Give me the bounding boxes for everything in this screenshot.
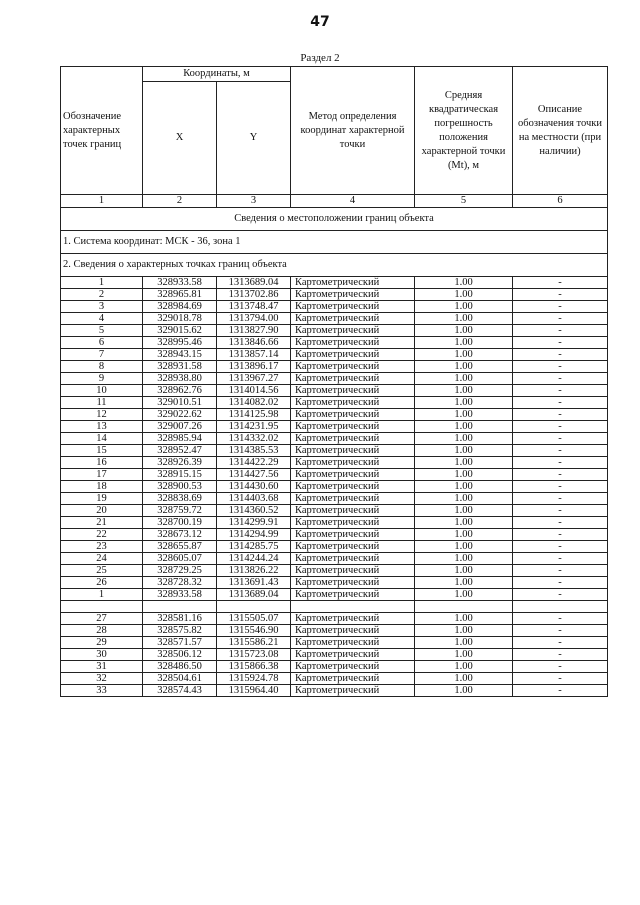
table-row: [61, 673, 608, 685]
x-coordinate-cell: 329007.26: [143, 421, 217, 433]
description-cell: -: [513, 613, 608, 625]
column-number: 2: [143, 195, 217, 208]
method-cell: Картометрический: [291, 325, 415, 337]
table-row: [61, 529, 608, 541]
point-number-cell: 12: [61, 409, 143, 421]
mt-error-cell: 1.00: [415, 421, 513, 433]
method-cell: Картометрический: [291, 649, 415, 661]
y-coordinate-cell: 1314332.02: [217, 433, 291, 445]
description-cell: -: [513, 589, 608, 601]
mt-error-cell: 1.00: [415, 613, 513, 625]
x-coordinate-cell: 329022.62: [143, 409, 217, 421]
description-cell: -: [513, 361, 608, 373]
point-number-cell: 27: [61, 613, 143, 625]
mt-error-cell: 1.00: [415, 325, 513, 337]
method-cell: [291, 601, 415, 613]
table-row: [61, 325, 608, 337]
y-coordinate-cell: 1314125.98: [217, 409, 291, 421]
x-coordinate-cell: 328938.80: [143, 373, 217, 385]
point-number-cell: 2: [61, 289, 143, 301]
description-cell: -: [513, 289, 608, 301]
mt-error-cell: 1.00: [415, 337, 513, 349]
point-number-cell: 24: [61, 553, 143, 565]
y-coordinate-cell: 1314231.95: [217, 421, 291, 433]
header-description: Описание обозначения точки на местности (при наличии): [513, 67, 608, 195]
mt-error-cell: 1.00: [415, 673, 513, 685]
table-row: [61, 481, 608, 493]
table-row: [61, 397, 608, 409]
description-cell: -: [513, 325, 608, 337]
column-number: 6: [513, 195, 608, 208]
mt-error-cell: 1.00: [415, 373, 513, 385]
method-cell: Картометрический: [291, 661, 415, 673]
y-coordinate-cell: 1313967.27: [217, 373, 291, 385]
method-cell: Картометрический: [291, 385, 415, 397]
mt-error-cell: 1.00: [415, 289, 513, 301]
point-number-cell: 33: [61, 685, 143, 697]
table-row: [61, 457, 608, 469]
description-cell: -: [513, 529, 608, 541]
table-row: [61, 493, 608, 505]
point-number-cell: 13: [61, 421, 143, 433]
page-number: 47: [310, 14, 330, 30]
mt-error-cell: 1.00: [415, 541, 513, 553]
point-number-cell: 23: [61, 541, 143, 553]
point-number-cell: 6: [61, 337, 143, 349]
x-coordinate-cell: 328915.15: [143, 469, 217, 481]
x-coordinate-cell: 328655.87: [143, 541, 217, 553]
description-cell: -: [513, 517, 608, 529]
x-coordinate-cell: 328995.46: [143, 337, 217, 349]
description-cell: -: [513, 277, 608, 289]
description-cell: -: [513, 661, 608, 673]
y-coordinate-cell: 1314244.24: [217, 553, 291, 565]
point-number-cell: [61, 601, 143, 613]
method-cell: Картометрический: [291, 289, 415, 301]
boundary-points-table: [60, 66, 608, 697]
point-number-cell: 21: [61, 517, 143, 529]
point-number-cell: 8: [61, 361, 143, 373]
x-coordinate-cell: 328728.32: [143, 577, 217, 589]
table-row: [61, 373, 608, 385]
table-row: [61, 625, 608, 637]
mt-error-cell: 1.00: [415, 517, 513, 529]
mt-error-cell: 1.00: [415, 661, 513, 673]
method-cell: Картометрический: [291, 313, 415, 325]
description-cell: -: [513, 337, 608, 349]
description-cell: [513, 601, 608, 613]
x-coordinate-cell: 328729.25: [143, 565, 217, 577]
method-cell: Картометрический: [291, 445, 415, 457]
description-cell: -: [513, 493, 608, 505]
y-coordinate-cell: 1315546.90: [217, 625, 291, 637]
table-row: [61, 289, 608, 301]
point-number-cell: 26: [61, 577, 143, 589]
table-row: [61, 433, 608, 445]
x-coordinate-cell: 329018.78: [143, 313, 217, 325]
column-number: 5: [415, 195, 513, 208]
description-cell: -: [513, 445, 608, 457]
mt-error-cell: 1.00: [415, 457, 513, 469]
description-cell: -: [513, 577, 608, 589]
description-cell: -: [513, 505, 608, 517]
x-coordinate-cell: 328700.19: [143, 517, 217, 529]
y-coordinate-cell: 1314299.91: [217, 517, 291, 529]
mt-error-cell: 1.00: [415, 349, 513, 361]
point-number-cell: 18: [61, 481, 143, 493]
table-row: [61, 409, 608, 421]
x-coordinate-cell: 328504.61: [143, 673, 217, 685]
method-cell: Картометрический: [291, 625, 415, 637]
table-row: [61, 349, 608, 361]
header-method: Метод определения координат характерной точки: [291, 67, 415, 195]
point-number-cell: 28: [61, 625, 143, 637]
x-coordinate-cell: 328581.16: [143, 613, 217, 625]
column-number: 4: [291, 195, 415, 208]
x-coordinate-cell: 328933.58: [143, 589, 217, 601]
mt-error-cell: 1.00: [415, 385, 513, 397]
y-coordinate-cell: 1313702.86: [217, 289, 291, 301]
table-row: [61, 613, 608, 625]
y-coordinate-cell: 1313689.04: [217, 589, 291, 601]
point-number-cell: 9: [61, 373, 143, 385]
x-coordinate-cell: 328574.43: [143, 685, 217, 697]
header-x: X: [143, 82, 217, 195]
point-number-cell: 17: [61, 469, 143, 481]
description-cell: -: [513, 397, 608, 409]
y-coordinate-cell: 1314082.02: [217, 397, 291, 409]
point-number-cell: 1: [61, 589, 143, 601]
points-body: [61, 277, 608, 697]
point-number-cell: 22: [61, 529, 143, 541]
table-row: [61, 553, 608, 565]
method-cell: Картометрический: [291, 457, 415, 469]
mt-error-cell: 1.00: [415, 409, 513, 421]
column-number: 1: [61, 195, 143, 208]
mt-error-cell: 1.00: [415, 553, 513, 565]
mt-error-cell: [415, 601, 513, 613]
table-row: [61, 313, 608, 325]
y-coordinate-cell: 1313896.17: [217, 361, 291, 373]
x-coordinate-cell: 328931.58: [143, 361, 217, 373]
point-number-cell: 31: [61, 661, 143, 673]
method-cell: Картометрический: [291, 421, 415, 433]
table-row: [61, 577, 608, 589]
table-row: [61, 337, 608, 349]
mt-error-cell: 1.00: [415, 469, 513, 481]
method-cell: Картометрический: [291, 673, 415, 685]
method-cell: Картометрический: [291, 373, 415, 385]
x-coordinate-cell: 328985.94: [143, 433, 217, 445]
mt-error-cell: 1.00: [415, 529, 513, 541]
description-cell: -: [513, 673, 608, 685]
method-cell: Картометрический: [291, 301, 415, 313]
y-coordinate-cell: 1314014.56: [217, 385, 291, 397]
point-number-cell: 15: [61, 445, 143, 457]
point-number-cell: 20: [61, 505, 143, 517]
x-coordinate-cell: 329015.62: [143, 325, 217, 337]
method-cell: Картометрический: [291, 337, 415, 349]
y-coordinate-cell: 1314360.52: [217, 505, 291, 517]
header-coordinates: Координаты, м: [143, 67, 291, 82]
mt-error-cell: 1.00: [415, 649, 513, 661]
method-cell: Картометрический: [291, 577, 415, 589]
method-cell: Картометрический: [291, 553, 415, 565]
y-coordinate-cell: 1313748.47: [217, 301, 291, 313]
method-cell: Картометрический: [291, 481, 415, 493]
mt-error-cell: 1.00: [415, 361, 513, 373]
description-cell: -: [513, 637, 608, 649]
table-row: [61, 277, 608, 289]
mt-error-cell: 1.00: [415, 637, 513, 649]
table-row: [61, 445, 608, 457]
description-cell: -: [513, 649, 608, 661]
mt-error-cell: 1.00: [415, 397, 513, 409]
point-number-cell: 30: [61, 649, 143, 661]
point-number-cell: 10: [61, 385, 143, 397]
method-cell: Картометрический: [291, 433, 415, 445]
description-cell: -: [513, 409, 608, 421]
mt-error-cell: 1.00: [415, 445, 513, 457]
x-coordinate-cell: 328673.12: [143, 529, 217, 541]
section-label: Раздел 2: [300, 52, 340, 64]
method-cell: Картометрический: [291, 685, 415, 697]
x-coordinate-cell: 328952.47: [143, 445, 217, 457]
mt-error-cell: 1.00: [415, 313, 513, 325]
mt-error-cell: 1.00: [415, 625, 513, 637]
x-coordinate-cell: 329010.51: [143, 397, 217, 409]
header-designation: Обозначение характерных точек границ: [61, 67, 143, 195]
table-row: [61, 469, 608, 481]
point-number-cell: 4: [61, 313, 143, 325]
description-cell: -: [513, 481, 608, 493]
description-cell: -: [513, 457, 608, 469]
mt-error-cell: 1.00: [415, 481, 513, 493]
method-cell: Картометрический: [291, 565, 415, 577]
y-coordinate-cell: [217, 601, 291, 613]
mt-error-cell: 1.00: [415, 589, 513, 601]
point-number-cell: 11: [61, 397, 143, 409]
description-cell: -: [513, 685, 608, 697]
mt-error-cell: 1.00: [415, 277, 513, 289]
y-coordinate-cell: 1315866.38: [217, 661, 291, 673]
x-coordinate-cell: 328962.76: [143, 385, 217, 397]
column-numbers-row: [61, 195, 608, 208]
x-coordinate-cell: 328838.69: [143, 493, 217, 505]
method-cell: Картометрический: [291, 505, 415, 517]
y-coordinate-cell: 1313826.22: [217, 565, 291, 577]
mt-error-cell: 1.00: [415, 565, 513, 577]
x-coordinate-cell: 328571.57: [143, 637, 217, 649]
x-coordinate-cell: 328926.39: [143, 457, 217, 469]
boundary-table-wrapper: [60, 66, 607, 697]
method-cell: Картометрический: [291, 541, 415, 553]
table-row: [61, 541, 608, 553]
table-row: [61, 421, 608, 433]
point-number-cell: 19: [61, 493, 143, 505]
y-coordinate-cell: 1313827.90: [217, 325, 291, 337]
mt-error-cell: 1.00: [415, 433, 513, 445]
method-cell: Картометрический: [291, 529, 415, 541]
x-coordinate-cell: 328900.53: [143, 481, 217, 493]
method-cell: Картометрический: [291, 613, 415, 625]
description-cell: -: [513, 469, 608, 481]
table-row: [61, 589, 608, 601]
method-cell: Картометрический: [291, 493, 415, 505]
x-coordinate-cell: 328506.12: [143, 649, 217, 661]
method-cell: Картометрический: [291, 469, 415, 481]
x-coordinate-cell: 328965.81: [143, 289, 217, 301]
x-coordinate-cell: 328759.72: [143, 505, 217, 517]
y-coordinate-cell: 1315586.21: [217, 637, 291, 649]
x-coordinate-cell: [143, 601, 217, 613]
method-cell: Картометрический: [291, 397, 415, 409]
point-number-cell: 25: [61, 565, 143, 577]
table-title: Сведения о местоположении границ объекта: [61, 208, 608, 231]
method-cell: Картометрический: [291, 409, 415, 421]
mt-error-cell: 1.00: [415, 493, 513, 505]
mt-error-cell: 1.00: [415, 505, 513, 517]
y-coordinate-cell: 1314422.29: [217, 457, 291, 469]
header-error: Средняя квадратическая погрешность положения характерной точки (Mt), м: [415, 67, 513, 195]
table-row: [61, 565, 608, 577]
y-coordinate-cell: 1314403.68: [217, 493, 291, 505]
y-coordinate-cell: 1314294.99: [217, 529, 291, 541]
method-cell: Картометрический: [291, 349, 415, 361]
description-cell: -: [513, 541, 608, 553]
x-coordinate-cell: 328605.07: [143, 553, 217, 565]
description-cell: -: [513, 625, 608, 637]
points-heading: 2. Сведения о характерных точках границ объекта: [61, 254, 608, 277]
description-cell: -: [513, 301, 608, 313]
method-cell: Картометрический: [291, 517, 415, 529]
description-cell: -: [513, 313, 608, 325]
point-number-cell: 16: [61, 457, 143, 469]
point-number-cell: 7: [61, 349, 143, 361]
point-number-cell: 1: [61, 277, 143, 289]
y-coordinate-cell: 1313857.14: [217, 349, 291, 361]
point-number-cell: 14: [61, 433, 143, 445]
table-row: [61, 685, 608, 697]
description-cell: -: [513, 565, 608, 577]
point-number-cell: 3: [61, 301, 143, 313]
y-coordinate-cell: 1313794.00: [217, 313, 291, 325]
table-row: [61, 649, 608, 661]
method-cell: Картометрический: [291, 637, 415, 649]
description-cell: -: [513, 373, 608, 385]
y-coordinate-cell: 1313846.66: [217, 337, 291, 349]
y-coordinate-cell: 1313689.04: [217, 277, 291, 289]
y-coordinate-cell: 1315723.08: [217, 649, 291, 661]
description-cell: -: [513, 433, 608, 445]
coordinate-system: 1. Система координат: МСК - 36, зона 1: [61, 231, 608, 254]
y-coordinate-cell: 1314430.60: [217, 481, 291, 493]
column-number: 3: [217, 195, 291, 208]
y-coordinate-cell: 1313691.43: [217, 577, 291, 589]
y-coordinate-cell: 1314285.75: [217, 541, 291, 553]
table-row: [61, 505, 608, 517]
table-row: [61, 601, 608, 613]
x-coordinate-cell: 328486.50: [143, 661, 217, 673]
description-cell: -: [513, 421, 608, 433]
table-row: [61, 385, 608, 397]
y-coordinate-cell: 1315924.78: [217, 673, 291, 685]
mt-error-cell: 1.00: [415, 685, 513, 697]
x-coordinate-cell: 328575.82: [143, 625, 217, 637]
x-coordinate-cell: 328933.58: [143, 277, 217, 289]
y-coordinate-cell: 1314427.56: [217, 469, 291, 481]
point-number-cell: 5: [61, 325, 143, 337]
table-row: [61, 517, 608, 529]
mt-error-cell: 1.00: [415, 577, 513, 589]
table-row: [61, 637, 608, 649]
header-y: Y: [217, 82, 291, 195]
mt-error-cell: 1.00: [415, 301, 513, 313]
description-cell: -: [513, 553, 608, 565]
method-cell: Картометрический: [291, 361, 415, 373]
description-cell: -: [513, 385, 608, 397]
table-row: [61, 661, 608, 673]
point-number-cell: 32: [61, 673, 143, 685]
y-coordinate-cell: 1315505.07: [217, 613, 291, 625]
point-number-cell: 29: [61, 637, 143, 649]
method-cell: Картометрический: [291, 589, 415, 601]
x-coordinate-cell: 328984.69: [143, 301, 217, 313]
method-cell: Картометрический: [291, 277, 415, 289]
y-coordinate-cell: 1315964.40: [217, 685, 291, 697]
table-row: [61, 361, 608, 373]
x-coordinate-cell: 328943.15: [143, 349, 217, 361]
description-cell: -: [513, 349, 608, 361]
table-row: [61, 301, 608, 313]
y-coordinate-cell: 1314385.53: [217, 445, 291, 457]
